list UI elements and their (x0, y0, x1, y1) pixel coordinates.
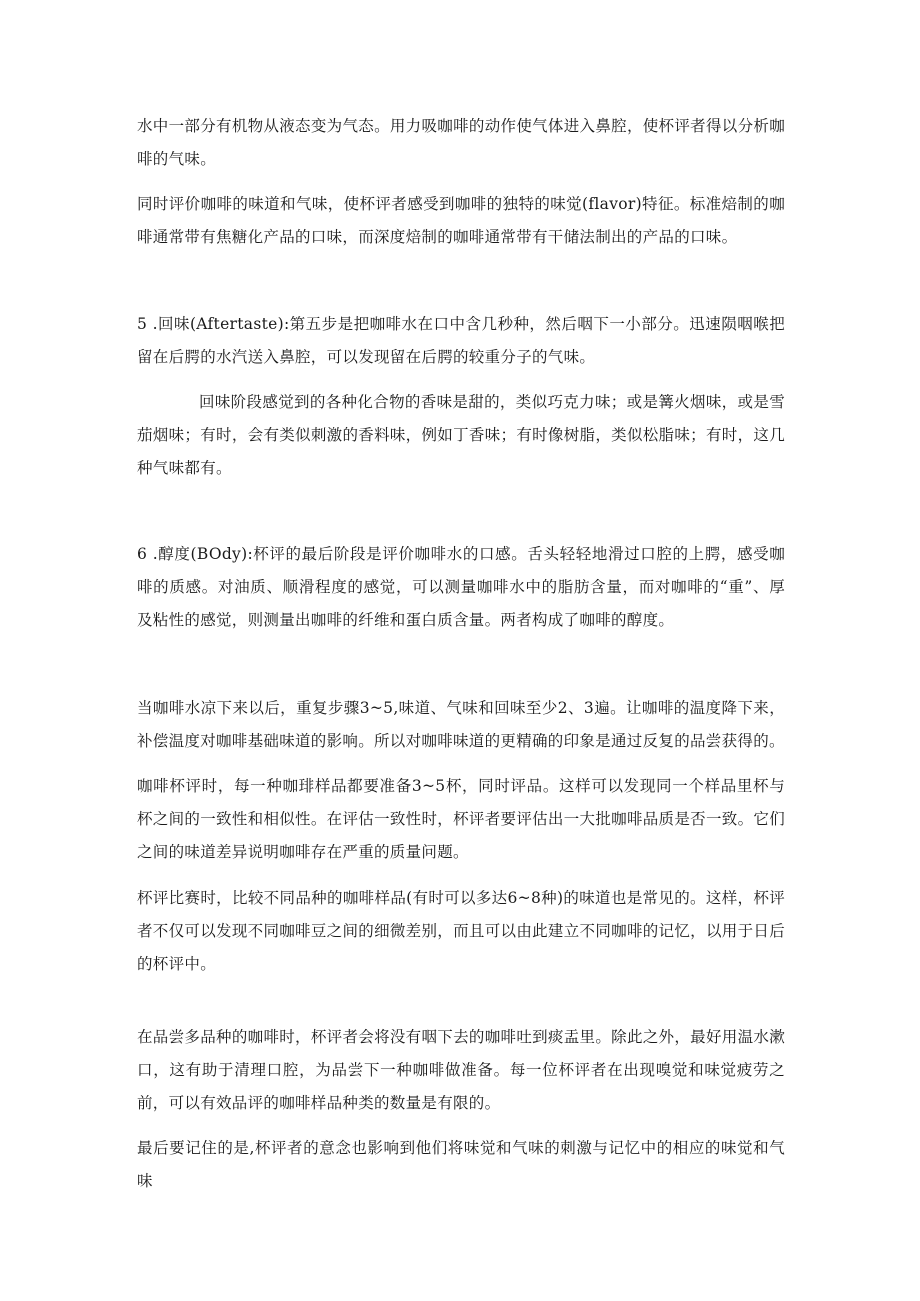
paragraph-body: 6 .醇度(BOdy):杯评的最后阶段是评价咖啡水的口感。舌头轻轻地滑过口腔的上腭，感受咖啡的质感。对油质、顺滑程度的感觉，可以测量咖啡水中的脂肪含量，而对咖啡的“重”、厚及粘性的感觉，则测量出咖啡的纤维和蛋白质含量。两者构成了咖啡的醇度。 (137, 545, 785, 629)
paragraph-competition: 杯评比赛时，比较不同品种的咖啡样品(有时可以多达6~8种)的味道也是常见的。这样，杯评者不仅可以发现不同咖啡豆之间的细微差别，而且可以由此建立不同咖啡的记忆，以用于日后的杯评中。 (137, 889, 785, 973)
paragraph-flavor: 同时评价咖啡的味道和气味，使杯评者感受到咖啡的独特的味觉(flavor)特征。标准焙制的咖啡通常带有焦糖化产品的口味，而深度焙制的咖啡通常带有干储法制出的产品的口味。 (137, 195, 785, 246)
paragraph-final-note: 最后要记住的是,杯评者的意念也影响到他们将味觉和气味的刺激与记忆中的相应的味觉和气味 (137, 1139, 785, 1190)
paragraph-repeat-steps: 当咖啡水凉下来以后，重复步骤3~5,味道、气味和回味至少2、3遍。让咖啡的温度降下来，补偿温度对咖啡基础味道的影响。所以对咖啡味道的更精确的印象是通过反复的品尝获得的。 (137, 699, 785, 750)
paragraph-aftertaste-aromas: 回味阶段感觉到的各种化合物的香味是甜的，类似巧克力味；或是篝火烟味，或是雪茄烟味；有时，会有类似刺激的香料味，例如丁香味；有时像树脂，类似松脂味；有时，这几种气味都有。 (137, 393, 785, 477)
paragraph-smell-inhale: 水中一部分有机物从液态变为气态。用力吸咖啡的动作使气体进入鼻腔，使杯评者得以分析咖啡的气味。 (137, 117, 785, 168)
paragraph-aftertaste: 5 .回味(Aftertaste):第五步是把咖啡水在口中含几秒种，然后咽下一小部分。迅速陨咽喉把留在后腭的水汽送入鼻腔，可以发现留在后腭的较重分子的气味。 (137, 315, 785, 366)
paragraph-spitting: 在品尝多品种的咖啡时，杯评者会将没有咽下去的咖啡吐到痰盂里。除此之外，最好用温水漱口，这有助于清理口腔，为品尝下一种咖啡做准备。每一位杯评者在出现嗅觉和味觉疲劳之前，可以有效品评的咖啡样品种类的数量是有限的。 (137, 1028, 785, 1112)
paragraph-cup-consistency: 咖啡杯评时，每一种咖琲样品都要准备3~5杯，同时评品。这样可以发现同一个样品里杯与杯之间的一致性和相似性。在评估一致性时，杯评者要评估出一大批咖啡品质是否一致。它们之间的味道差异说明咖啡存在严重的质量问题。 (137, 777, 785, 861)
